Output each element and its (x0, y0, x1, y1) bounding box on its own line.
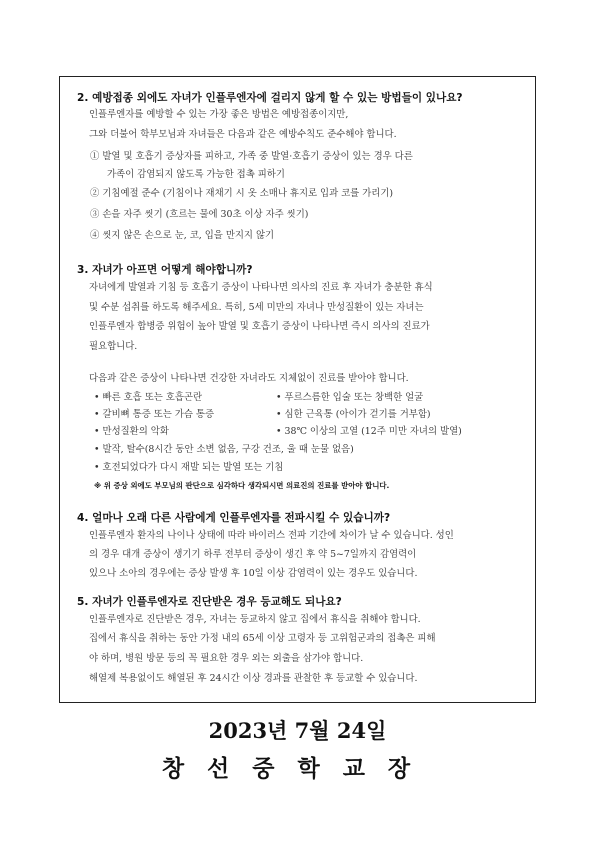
symptom-item: • 빠른 호흡 또는 호흡곤란 (94, 392, 203, 403)
section-4-paragraph-line: 있으나 소아의 경우에는 증상 발생 후 10일 이상 감염력이 있는 경우도 있습니다. (89, 568, 418, 579)
section-5-paragraph-line: 야 하며, 병원 방문 등의 꼭 필요한 경우 외는 외출을 삼가야 합니다. (89, 653, 364, 664)
section-2-intro-line: 그와 더불어 학부모님과 자녀들은 다음과 같은 예방수칙도 준수해야 합니다. (89, 129, 397, 140)
issue-date: 2023년 7월 24일 (208, 718, 387, 743)
section-3-paragraph-line: 필요합니다. (89, 341, 138, 352)
symptoms-intro: 다음과 같은 증상이 나타나면 건강한 자녀라도 지체없이 진료를 받아야 합니다. (89, 373, 409, 384)
section-3-paragraph-line: 인플루엔자 합병증 위험이 높아 발열 및 호흡기 증상이 나타나면 즉시 의사의 진료가 (89, 321, 430, 332)
section-5-paragraph-line: 해열제 복용없이도 해열된 후 24시간 이상 경과를 관찰한 후 등교할 수 있습니다. (89, 673, 418, 684)
section-3-paragraph-line: 자녀에게 발열과 기침 등 호흡기 증상이 나타나면 의사의 진료 후 자녀가 충분한 휴식 (89, 282, 433, 293)
section-2-title: 2. 예방접종 외에도 자녀가 인플루엔자에 걸리지 않게 할 수 있는 방법들이 있나요? (77, 92, 463, 104)
symptom-item: • 38℃ 이상의 고열 (12주 미만 자녀의 발열) (276, 426, 462, 437)
section-4-title: 4. 얼마나 오래 다른 사람에게 인플루엔자를 전파시킬 수 있습니까? (77, 512, 391, 524)
prevention-rule: ③ 손을 자주 씻기 (흐르는 물에 30초 이상 자주 씻기) (90, 209, 309, 220)
symptom-item: • 갈비뼈 통증 또는 가슴 통증 (94, 409, 215, 420)
symptom-item: • 만성질환의 악화 (94, 426, 169, 437)
section-3-title: 3. 자녀가 아프면 어떻게 해야합니까? (77, 264, 253, 276)
prevention-rule: ④ 씻지 않은 손으로 눈, 코, 입을 만지지 않기 (90, 230, 275, 241)
symptom-item: • 호전되었다가 다시 재발 되는 발열 또는 기침 (94, 462, 284, 473)
warning-note: ※ 위 증상 외에도 부모님의 판단으로 심각하다 생각되시면 의료진의 진료를 받아야 합니다. (94, 481, 390, 490)
symptom-item: • 발작, 탈수(8시간 동안 소변 없음, 구강 건조, 울 때 눈물 없음) (94, 444, 354, 455)
section-5-paragraph-line: 집에서 휴식을 취하는 동안 가정 내의 65세 이상 고령자 등 고위험군과의 접촉은 피해 (89, 633, 436, 644)
symptom-item: • 심한 근육통 (아이가 걷기를 거부함) (276, 409, 431, 420)
symptom-item: • 푸르스름한 입술 또는 창백한 얼굴 (276, 392, 424, 403)
section-2-intro-line: 인플루엔자를 예방할 수 있는 가장 좋은 방법은 예방접종이지만, (89, 109, 349, 120)
prevention-rule: 가족이 감염되지 않도록 가능한 접촉 피하기 (107, 169, 285, 180)
prevention-rule: ① 발열 및 호흡기 증상자를 피하고, 가족 중 발열·호흡기 증상이 있는 경우 다른 (90, 151, 413, 162)
section-4-paragraph-line: 인플루엔자 환자의 나이나 상태에 따라 바이러스 전파 기간에 차이가 날 수 있습니다. 성인 (89, 530, 454, 541)
prevention-rule: ② 기침예절 준수 (기침이나 재채기 시 옷 소매나 휴지로 입과 코를 가리기) (90, 188, 394, 199)
section-3-paragraph-line: 및 수분 섭취를 하도록 해주세요. 특히, 5세 미만의 자녀나 만성질환이 있는 자녀는 (89, 302, 424, 313)
section-5-paragraph-line: 인플루엔자로 진단받은 경우, 자녀는 등교하지 않고 집에서 휴식을 취해야 합니다. (89, 614, 421, 625)
section-4-paragraph-line: 의 경우 대개 증상이 생기기 하루 전부터 증상이 생긴 후 약 5~7일까지 감염력이 (89, 549, 417, 560)
school-principal-signature: 창선중학교장 (161, 756, 434, 782)
section-5-title: 5. 자녀가 인플루엔자로 진단받은 경우 등교해도 되나요? (77, 596, 342, 608)
